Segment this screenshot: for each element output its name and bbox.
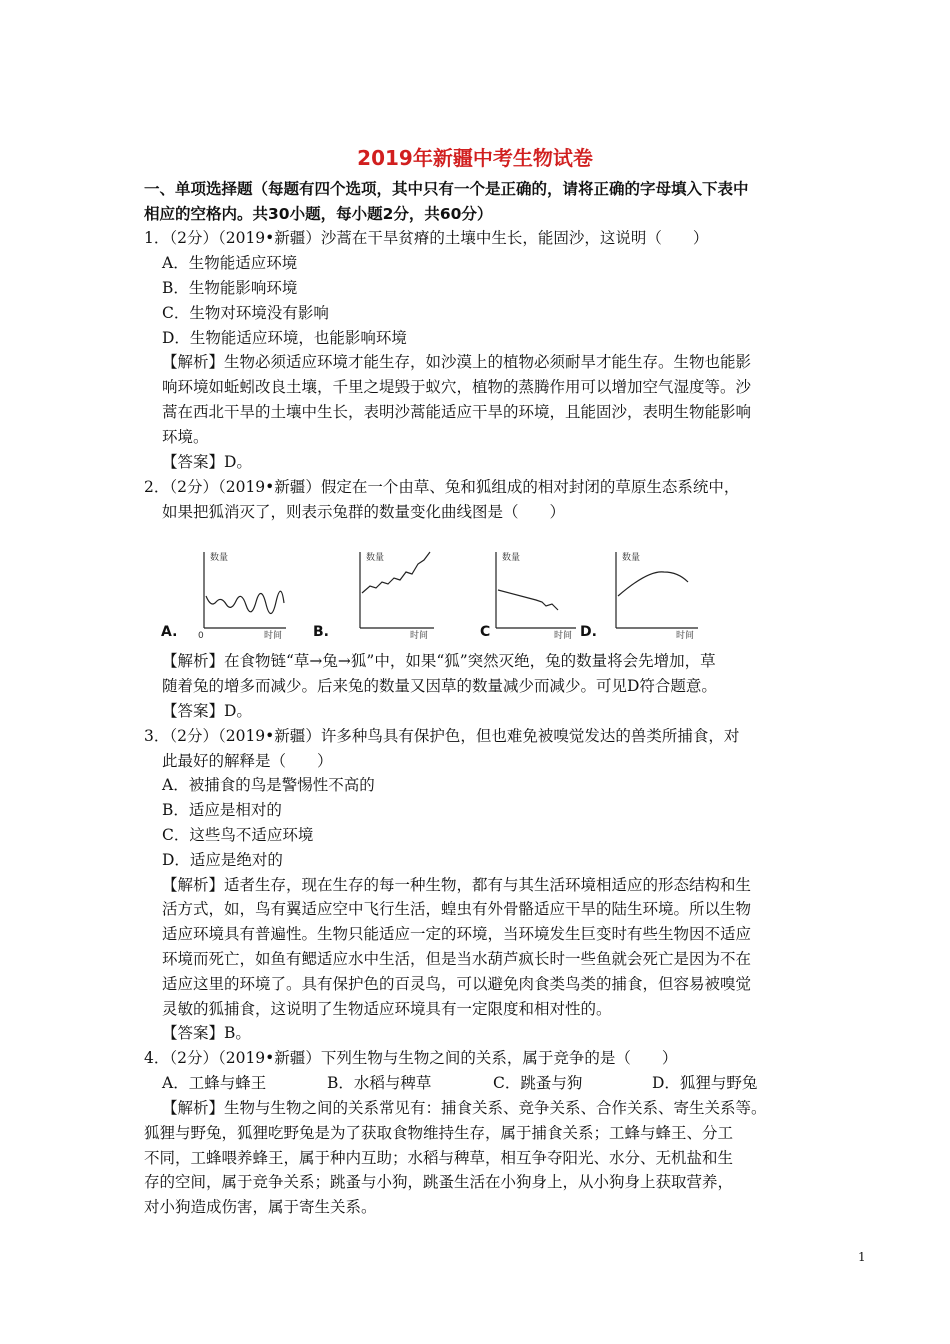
question-3-stem-2: 此最好的解释是（ ）: [162, 752, 333, 770]
graph-d-xlabel: 时间: [676, 631, 695, 640]
graph-c: [486, 548, 582, 640]
graph-b-label: B.: [313, 624, 329, 640]
question-4-analysis-4: 存的空间，属于竞争关系；跳蚤与小狗，跳蚤生活在小狗身上，从小狗身上获取营养，: [144, 1173, 734, 1191]
question-3-answer: 【答案】B。: [162, 1024, 251, 1042]
graph-a: [186, 548, 291, 640]
question-3-stem-1: 3．（2分）（2019•新疆）许多种鸟具有保护色，但也难免被嗅觉发达的兽类所捕食，对: [144, 727, 740, 745]
question-3-option-a: A．被捕食的鸟是警惕性不高的: [162, 776, 375, 794]
graph-d-curve: [618, 572, 688, 596]
question-4-analysis-5: 对小狗造成伤害，属于寄生关系。: [144, 1198, 377, 1216]
question-4-stem: 4．（2分）（2019•新疆）下列生物与生物之间的关系，属于竞争的是（ ）: [144, 1049, 678, 1067]
graph-b-xlabel: 时间: [410, 631, 429, 640]
graph-a-origin: 0: [198, 631, 204, 640]
graph-c-curve: [498, 590, 558, 610]
question-4-option-d: D．狐狸与野兔: [652, 1074, 758, 1092]
question-2-stem-1: 2．（2分）（2019•新疆）假定在一个由草、兔和狐组成的相对封闭的草原生态系统中，: [144, 478, 740, 496]
graph-a-ylabel: 数量: [210, 553, 229, 563]
question-4-option-c: C．跳蚤与狗: [493, 1074, 583, 1092]
graph-d-label: D.: [580, 624, 597, 640]
section-heading-line-1: 一、单项选择题（每题有四个选项，其中只有一个是正确的，请将正确的字母填入下表中: [144, 180, 749, 198]
question-4-option-b: B．水稻与稗草: [327, 1074, 432, 1092]
question-3-analysis-1: 【解析】适者生存，现在生存的每一种生物，都有与其生活环境相适应的形态结构和生: [162, 876, 752, 894]
question-1-option-d: D．生物能适应环境，也能影响环境: [162, 329, 407, 347]
question-1-answer: 【答案】D。: [162, 453, 252, 471]
question-3-option-d: D．适应是绝对的: [162, 851, 283, 869]
question-3-analysis-6: 灵敏的狐捕食，这说明了生物适应环境具有一定限度和相对性的。: [162, 1000, 612, 1018]
question-3-analysis-3: 适应环境具有普遍性。生物只能适应一定的环境，当环境发生巨变时有些生物因不适应: [162, 925, 752, 943]
question-3-option-c: C．这些鸟不适应环境: [162, 826, 314, 844]
question-3-analysis-5: 适应这里的环境了。具有保护色的百灵鸟，可以避免肉食类鸟类的捕食，但容易被嗅觉: [162, 975, 752, 993]
question-4-analysis-1: 【解析】生物与生物之间的关系常见有：捕食关系、竞争关系、合作关系、寄生关系等。: [162, 1099, 767, 1117]
page-title: 2019年新疆中考生物试卷: [357, 146, 593, 170]
graph-c-xlabel: 时间: [554, 631, 573, 640]
graph-b: [338, 548, 438, 640]
graph-c-ylabel: 数量: [502, 553, 521, 563]
question-1-stem: 1．（2分）（2019•新疆）沙蒿在干旱贫瘠的土壤中生长，能固沙，这说明（ ）: [144, 229, 709, 247]
question-2-analysis-2: 随着兔的增多而减少。后来兔的数量又因草的数量减少而减少。可见D符合题意。: [162, 677, 717, 695]
graph-d-ylabel: 数量: [622, 553, 641, 563]
graph-b-ylabel: 数量: [366, 553, 385, 563]
question-2-answer: 【答案】D。: [162, 702, 252, 720]
question-4-analysis-2: 狐狸与野兔，狐狸吃野兔是为了获取食物维持生存，属于捕食关系；工蜂与蜂王、分工: [144, 1124, 734, 1142]
section-heading-line-2: 相应的空格内。共30小题，每小题2分，共60分）: [144, 205, 493, 223]
graph-a-label: A.: [161, 624, 178, 640]
question-1-option-c: C．生物对环境没有影响: [162, 304, 329, 322]
question-4-option-a: A．工蜂与蜂王: [162, 1074, 267, 1092]
question-1-analysis-4: 环境。: [162, 428, 209, 446]
question-4-analysis-3: 不同，工蜂喂养蜂王，属于种内互助；水稻与稗草，相互争夺阳光、水分、无机盐和生: [144, 1149, 734, 1167]
question-3-analysis-4: 环境而死亡，如鱼有鳃适应水中生活，但是当水葫芦疯长时一些鱼就会死亡是因为不在: [162, 950, 752, 968]
question-1-analysis-2: 响环境如蚯蚓改良土壤，千里之堤毁于蚁穴，植物的蒸腾作用可以增加空气湿度等。沙: [162, 378, 752, 396]
graph-c-label: C: [480, 624, 491, 640]
question-2-stem-2: 如果把狐消灭了，则表示兔群的数量变化曲线图是（ ）: [162, 503, 566, 521]
question-2-analysis-1: 【解析】在食物链“草→兔→狐”中，如果“狐”突然灭绝，兔的数量将会先增加，草: [162, 652, 716, 670]
question-1-option-b: B．生物能影响环境: [162, 279, 298, 297]
question-1-analysis-1: 【解析】生物必须适应环境才能生存，如沙漠上的植物必须耐旱才能生存。生物也能影: [162, 353, 752, 371]
question-3-option-b: B．适应是相对的: [162, 801, 282, 819]
graph-d: [604, 548, 704, 640]
question-1-analysis-3: 蒿在西北干旱的土壤中生长，表明沙蒿能适应干旱的环境，且能固沙，表明生物能影响: [162, 403, 752, 421]
question-1-option-a: A．生物能适应环境: [162, 254, 298, 272]
question-3-analysis-2: 活方式，如，鸟有翼适应空中飞行生活，蝗虫有外骨骼适应干旱的陆生环境。所以生物: [162, 900, 752, 918]
page-number: 1: [858, 1250, 866, 1264]
graph-a-xlabel: 时间: [264, 631, 283, 640]
graph-a-curve: [206, 591, 284, 613]
